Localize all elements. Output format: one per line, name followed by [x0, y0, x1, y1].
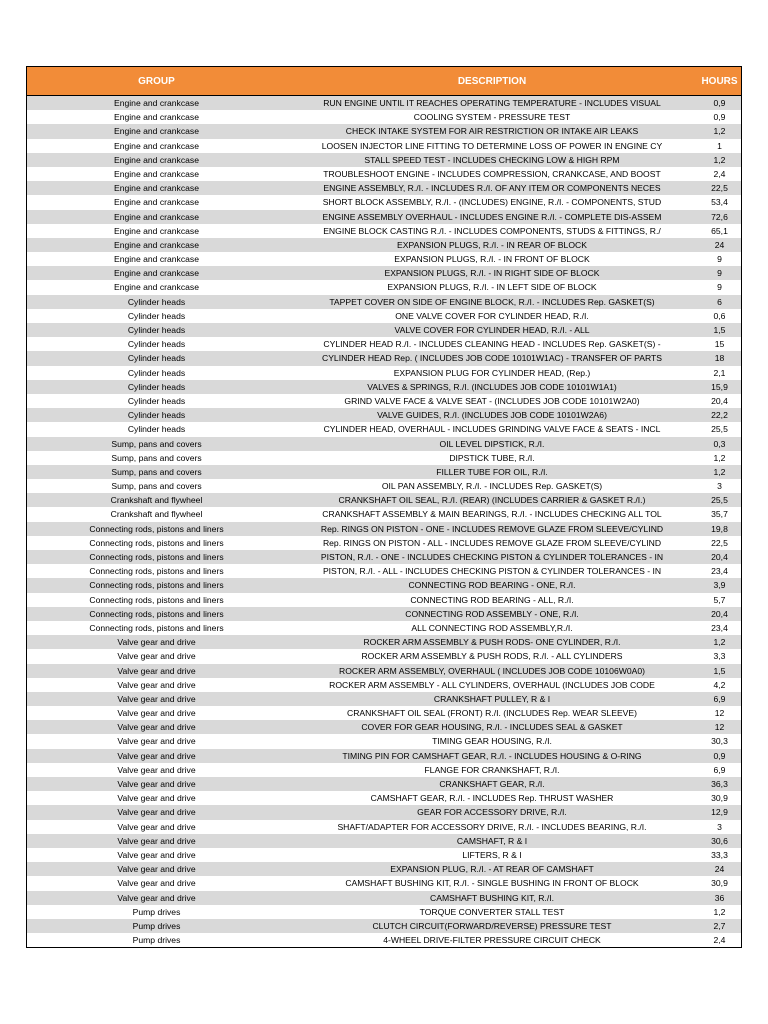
table-row: [27, 181, 741, 195]
row-description: TORQUE CONVERTER STALL TEST: [419, 906, 565, 917]
row-description: CRANKSHAFT GEAR, R./I.: [439, 779, 545, 789]
table-row: [27, 692, 741, 706]
row-description: Rep. RINGS ON PISTON - ONE - INCLUDES REMOVE GLAZE FROM SLEEVE/CYLIND: [320, 523, 664, 534]
row-description: ROCKER ARM ASSEMBLY - ALL CYLINDERS, OVERHAUL (INCLUDES JOB CODE: [329, 679, 655, 690]
row-group: Connecting rods, pistons and liners: [89, 523, 224, 534]
row-hours: 1,2: [713, 466, 726, 477]
row-hours: 19,8: [711, 523, 728, 534]
row-group: Valve gear and drive: [117, 807, 196, 818]
row-group: Engine and crankcase: [113, 154, 200, 165]
table-row: [27, 437, 741, 451]
row-hours: 3,9: [713, 580, 726, 591]
table-row: [27, 252, 741, 266]
table-row: [27, 664, 741, 678]
table-row: [27, 479, 741, 493]
row-hours: 35,7: [711, 509, 728, 520]
table-row: [27, 522, 741, 536]
labor-hours-table: [26, 66, 742, 948]
row-hours: 2,7: [713, 920, 726, 931]
row-description: ENGINE ASSEMBLY, R./I. - INCLUDES R./I. OF ANY ITEM OR COMPONENTS NECES: [323, 183, 661, 194]
row-hours: 12: [714, 722, 725, 733]
row-hours: 18: [714, 353, 725, 364]
row-description: VALVES & SPRINGS, R./I. (INCLUDES JOB CODE 10101W1A1): [367, 381, 617, 392]
row-group: Valve gear and drive: [117, 750, 196, 761]
row-hours: 33,3: [711, 849, 728, 860]
row-group: Crankshaft and flywheel: [110, 509, 203, 520]
row-description: COOLING SYSTEM - PRESSURE TEST: [413, 112, 571, 123]
row-description: PISTON, R./I. - ALL - INCLUDES CHECKING PISTON & CYLINDER TOLERANCES - IN: [322, 566, 662, 577]
row-description: ENGINE BLOCK CASTING R./I. - INCLUDES COMPONENTS, STUDS & FITTINGS, R./: [323, 225, 661, 236]
row-hours: 6,9: [713, 764, 726, 775]
table-row: [27, 820, 741, 834]
row-hours: 23,4: [711, 566, 728, 577]
row-group: Engine and crankcase: [113, 282, 200, 293]
row-hours: 22,5: [711, 537, 728, 548]
table-row: [27, 394, 741, 408]
table-row: [27, 124, 741, 138]
row-hours: 30,9: [711, 793, 728, 804]
row-description: CAMSHAFT, R & I: [456, 835, 528, 846]
row-description: TROUBLESHOOT ENGINE - INCLUDES COMPRESSION, CRANKCASE, AND BOOST: [323, 168, 661, 179]
table-row: [27, 139, 741, 153]
row-description: CONNECTING ROD BEARING - ONE, R./I.: [408, 580, 576, 591]
row-description: ROCKER ARM ASSEMBLY, OVERHAUL ( INCLUDES JOB CODE 10106W0A0): [339, 665, 645, 676]
table-row: [27, 408, 741, 422]
table-row: [27, 635, 741, 649]
row-hours: 2,1: [713, 367, 726, 378]
table-row: [27, 621, 741, 635]
row-hours: 6,9: [713, 693, 726, 704]
row-group: Valve gear and drive: [117, 878, 196, 889]
row-hours: 15: [714, 339, 725, 350]
row-description: Rep. RINGS ON PISTON - ALL - INCLUDES REMOVE GLAZE FROM SLEEVE/CYLIND: [322, 537, 662, 548]
row-description: CRANKSHAFT PULLEY, R & I: [433, 693, 551, 704]
table-row: [27, 706, 741, 720]
row-group: Connecting rods, pistons and liners: [89, 552, 224, 562]
row-hours: 24: [714, 239, 725, 250]
table-row: [27, 763, 741, 777]
row-description: FLANGE FOR CRANKSHAFT, R./I.: [424, 764, 560, 775]
table-row: [27, 351, 741, 365]
row-group: Connecting rods, pistons and liners: [89, 566, 224, 577]
table-row: [27, 210, 741, 224]
row-description: SHAFT/ADAPTER FOR ACCESSORY DRIVE, R./I. - INCLUDES BEARING, R./I.: [337, 821, 647, 832]
row-description: CAMSHAFT BUSHING KIT, R./I. - SINGLE BUSHING IN FRONT OF BLOCK: [345, 878, 639, 889]
row-group: Sump, pans and covers: [111, 438, 202, 449]
row-group: Valve gear and drive: [117, 736, 196, 747]
row-hours: 15,9: [711, 381, 728, 392]
table-header: [27, 66, 741, 96]
row-hours: 0,9: [713, 112, 726, 123]
row-hours: 3: [717, 481, 722, 492]
table-row: [27, 720, 741, 734]
row-group: Engine and crankcase: [113, 211, 200, 222]
table-row: [27, 791, 741, 805]
row-group: Connecting rods, pistons and liners: [89, 594, 224, 605]
row-description: COVER FOR GEAR HOUSING, R./I. - INCLUDES SEAL & GASKET: [361, 722, 623, 733]
row-description: DIPSTICK TUBE, R./I.: [449, 452, 535, 463]
row-description: CYLINDER HEAD Rep. ( INCLUDES JOB CODE 10101W1AC) - TRANSFER OF PARTS: [321, 353, 662, 364]
table-row: [27, 238, 741, 252]
row-hours: 36: [714, 892, 725, 903]
table-bottom-border: [27, 947, 741, 948]
row-hours: 9: [717, 268, 722, 279]
table-row: [27, 309, 741, 323]
row-hours: 72,6: [711, 211, 728, 222]
row-hours: 0,6: [713, 310, 726, 321]
row-description: ALL CONNECTING ROD ASSEMBLY,R./I.: [411, 622, 573, 633]
row-description: CHECK INTAKE SYSTEM FOR AIR RESTRICTION OR INTAKE AIR LEAKS: [345, 126, 639, 137]
row-description: OIL LEVEL DIPSTICK, R./I.: [439, 438, 545, 449]
row-group: Engine and crankcase: [113, 98, 200, 108]
table-row: [27, 834, 741, 848]
header-description: DESCRIPTION: [457, 75, 527, 87]
row-hours: 9: [717, 254, 722, 265]
row-group: Valve gear and drive: [117, 764, 196, 775]
table-row: [27, 649, 741, 663]
row-description: TIMING GEAR HOUSING, R./I.: [432, 736, 552, 747]
table-row: [27, 366, 741, 380]
row-description: PISTON, R./I. - ONE - INCLUDES CHECKING PISTON & CYLINDER TOLERANCES - IN: [320, 552, 664, 562]
row-hours: 1,2: [713, 126, 726, 137]
row-description: EXPANSION PLUG, R./I. - AT REAR OF CAMSHAFT: [390, 864, 594, 875]
table-row: [27, 905, 741, 919]
row-hours: 1,2: [713, 154, 726, 165]
row-group: Valve gear and drive: [117, 779, 196, 789]
table-row: [27, 536, 741, 550]
row-description: FILLER TUBE FOR OIL, R./I.: [436, 466, 548, 477]
row-hours: 12,9: [711, 807, 728, 818]
table-row: [27, 749, 741, 763]
table-row: [27, 153, 741, 167]
table-row: [27, 323, 741, 337]
row-description: TAPPET COVER ON SIDE OF ENGINE BLOCK, R./I. - INCLUDES Rep. GASKET(S): [329, 296, 655, 307]
row-group: Cylinder heads: [127, 424, 186, 435]
row-description: CYLINDER HEAD, OVERHAUL - INCLUDES GRINDING VALVE FACE & SEATS - INCL: [323, 424, 661, 435]
row-group: Sump, pans and covers: [111, 452, 202, 463]
row-hours: 20,4: [711, 608, 728, 619]
row-hours: 3,3: [713, 651, 726, 662]
row-hours: 23,4: [711, 622, 728, 633]
row-description: LOOSEN INJECTOR LINE FITTING TO DETERMINE LOSS OF POWER IN ENGINE CY: [321, 140, 663, 151]
row-group: Valve gear and drive: [117, 679, 196, 690]
row-description: VALVE COVER FOR CYLINDER HEAD, R./I. - ALL: [394, 325, 590, 335]
row-hours: 6: [717, 296, 722, 307]
row-group: Valve gear and drive: [117, 651, 196, 662]
table-row: [27, 862, 741, 876]
row-description: ROCKER ARM ASSEMBLY & PUSH RODS, R./I. - ALL CYLINDERS: [361, 651, 623, 662]
row-group: Engine and crankcase: [113, 254, 200, 265]
row-group: Valve gear and drive: [117, 864, 196, 875]
table-row: [27, 678, 741, 692]
header-hours: HOURS: [701, 75, 738, 87]
row-description: ONE VALVE COVER FOR CYLINDER HEAD, R./I.: [395, 310, 589, 321]
row-description: CONNECTING ROD ASSEMBLY - ONE, R./I.: [405, 608, 579, 619]
row-group: Valve gear and drive: [117, 722, 196, 733]
row-hours: 4,2: [713, 679, 726, 690]
row-description: GEAR FOR ACCESSORY DRIVE, R./I.: [417, 807, 567, 818]
row-group: Pump drives: [132, 906, 181, 917]
row-group: Valve gear and drive: [117, 793, 196, 804]
table-row: [27, 805, 741, 819]
row-group: Cylinder heads: [127, 367, 186, 378]
row-group: Cylinder heads: [127, 325, 186, 335]
table-row: [27, 380, 741, 394]
row-group: Engine and crankcase: [113, 140, 200, 151]
row-description: ENGINE ASSEMBLY OVERHAUL - INCLUDES ENGINE R./I. - COMPLETE DIS-ASSEM: [322, 211, 662, 222]
row-description: CRANKSHAFT OIL SEAL, R./I. (REAR) (INCLUDES CARRIER & GASKET R./I.): [338, 495, 646, 506]
row-group: Cylinder heads: [127, 381, 186, 392]
table-row: [27, 266, 741, 280]
row-hours: 12: [714, 708, 725, 719]
table-row: [27, 734, 741, 748]
table-row: [27, 96, 741, 110]
row-description: CONNECTING ROD BEARING - ALL, R./I.: [410, 594, 574, 605]
row-description: GRIND VALVE FACE & VALVE SEAT - (INCLUDES JOB CODE 10101W2A0): [344, 395, 640, 406]
table-row: [27, 167, 741, 181]
row-group: Valve gear and drive: [117, 849, 196, 860]
row-description: EXPANSION PLUGS, R./I. - IN RIGHT SIDE OF BLOCK: [384, 268, 600, 279]
row-group: Valve gear and drive: [117, 835, 196, 846]
row-description: OIL PAN ASSEMBLY, R./I. - INCLUDES Rep. GASKET(S): [381, 481, 603, 492]
row-hours: 1,2: [713, 637, 726, 648]
row-group: Connecting rods, pistons and liners: [89, 537, 224, 548]
row-description: SHORT BLOCK ASSEMBLY, R./I. - (INCLUDES) ENGINE, R./I. - COMPONENTS, STUD: [322, 197, 662, 208]
row-description: EXPANSION PLUGS, R./I. - IN REAR OF BLOCK: [397, 239, 587, 250]
row-group: Cylinder heads: [127, 395, 186, 406]
table-row: [27, 593, 741, 607]
table-row: [27, 224, 741, 238]
row-group: Pump drives: [132, 935, 181, 946]
row-hours: 2,4: [713, 935, 726, 946]
row-hours: 22,5: [711, 183, 728, 194]
row-group: Connecting rods, pistons and liners: [89, 622, 224, 633]
row-hours: 22,2: [711, 410, 728, 421]
table-row: [27, 550, 741, 564]
row-description: CAMSHAFT BUSHING KIT, R./I.: [430, 892, 554, 903]
row-hours: 2,4: [713, 168, 726, 179]
row-group: Connecting rods, pistons and liners: [89, 580, 224, 591]
row-hours: 0,9: [713, 750, 726, 761]
row-group: Valve gear and drive: [117, 821, 196, 832]
row-group: Engine and crankcase: [113, 268, 200, 279]
row-description: EXPANSION PLUGS, R./I. - IN LEFT SIDE OF BLOCK: [387, 282, 597, 293]
row-description: ROCKER ARM ASSEMBLY & PUSH RODS- ONE CYLINDER, R./I.: [363, 637, 621, 648]
row-description: EXPANSION PLUGS, R./I. - IN FRONT OF BLOCK: [394, 254, 590, 265]
row-group: Engine and crankcase: [113, 225, 200, 236]
row-group: Crankshaft and flywheel: [110, 495, 203, 506]
row-group: Cylinder heads: [127, 353, 186, 364]
row-description: CRANKSHAFT ASSEMBLY & MAIN BEARINGS, R./I. - INCLUDES CHECKING ALL TOL: [322, 509, 662, 520]
row-description: LIFTERS, R & I: [462, 849, 522, 860]
row-group: Valve gear and drive: [117, 665, 196, 676]
table-row: [27, 564, 741, 578]
row-hours: 9: [717, 282, 722, 293]
row-hours: 1,2: [713, 452, 726, 463]
table-row: [27, 451, 741, 465]
row-group: Sump, pans and covers: [111, 466, 202, 477]
row-hours: 1,2: [713, 906, 726, 917]
table-row: [27, 919, 741, 933]
table-row: [27, 280, 741, 294]
row-group: Engine and crankcase: [113, 239, 200, 250]
row-description: RUN ENGINE UNTIL IT REACHES OPERATING TEMPERATURE - INCLUDES VISUAL: [323, 98, 661, 108]
row-group: Cylinder heads: [127, 310, 186, 321]
row-hours: 65,1: [711, 225, 728, 236]
row-hours: 0,3: [713, 438, 726, 449]
row-group: Connecting rods, pistons and liners: [89, 608, 224, 619]
row-group: Valve gear and drive: [117, 693, 196, 704]
table-row: [27, 110, 741, 124]
row-description: CRANKSHAFT OIL SEAL (FRONT) R./I. (INCLUDES Rep. WEAR SLEEVE): [346, 708, 637, 719]
row-group: Engine and crankcase: [113, 112, 200, 123]
row-group: Cylinder heads: [127, 339, 186, 350]
table-row: [27, 891, 741, 905]
row-hours: 53,4: [711, 197, 728, 208]
row-description: 4-WHEEL DRIVE-FILTER PRESSURE CIRCUIT CHECK: [383, 935, 601, 946]
row-hours: 1,5: [713, 665, 726, 676]
row-hours: 24: [714, 864, 725, 875]
row-hours: 30,6: [711, 835, 728, 846]
row-group: Engine and crankcase: [113, 168, 200, 179]
table-row: [27, 607, 741, 621]
table-row: [27, 507, 741, 521]
table-row: [27, 876, 741, 890]
row-description: VALVE GUIDES, R./I. (INCLUDES JOB CODE 10101W2A6): [377, 410, 607, 421]
table-row: [27, 295, 741, 309]
row-group: Pump drives: [132, 920, 181, 931]
row-description: EXPANSION PLUG FOR CYLINDER HEAD, (Rep.): [393, 367, 591, 378]
row-hours: 36,3: [711, 779, 728, 789]
row-hours: 3: [717, 821, 722, 832]
table-row: [27, 465, 741, 479]
row-hours: 25,5: [711, 424, 728, 435]
row-hours: 30,3: [711, 736, 728, 747]
row-hours: 20,4: [711, 552, 728, 562]
table-body: [27, 96, 741, 947]
row-group: Valve gear and drive: [117, 637, 196, 648]
table-row: [27, 422, 741, 436]
table-row: [27, 493, 741, 507]
table-row: [27, 195, 741, 209]
header-group: GROUP: [138, 75, 175, 87]
row-group: Sump, pans and covers: [111, 481, 202, 492]
row-description: CYLINDER HEAD R./I. - INCLUDES CLEANING HEAD - INCLUDES Rep. GASKET(S) -: [323, 339, 661, 350]
row-hours: 1,5: [713, 325, 726, 335]
row-description: CLUTCH CIRCUIT(FORWARD/REVERSE) PRESSURE TEST: [372, 920, 612, 931]
row-description: STALL SPEED TEST - INCLUDES CHECKING LOW & HIGH RPM: [364, 154, 620, 165]
table-row: [27, 933, 741, 947]
row-hours: 30,9: [711, 878, 728, 889]
table-row: [27, 337, 741, 351]
table-row: [27, 578, 741, 592]
row-hours: 1: [717, 140, 722, 151]
row-hours: 0,9: [713, 98, 726, 108]
row-group: Engine and crankcase: [113, 183, 200, 194]
row-hours: 5,7: [713, 594, 726, 605]
row-hours: 25,5: [711, 495, 728, 506]
row-group: Cylinder heads: [127, 296, 186, 307]
row-group: Valve gear and drive: [117, 708, 196, 719]
row-group: Engine and crankcase: [113, 197, 200, 208]
row-description: CAMSHAFT GEAR, R./I. - INCLUDES Rep. THRUST WASHER: [370, 793, 614, 804]
table-row: [27, 848, 741, 862]
row-group: Cylinder heads: [127, 410, 186, 421]
table-row: [27, 777, 741, 791]
row-group: Engine and crankcase: [113, 126, 200, 137]
row-description: TIMING PIN FOR CAMSHAFT GEAR, R./I. - INCLUDES HOUSING & O-RING: [342, 750, 642, 761]
row-group: Valve gear and drive: [117, 892, 196, 903]
row-hours: 20,4: [711, 395, 728, 406]
